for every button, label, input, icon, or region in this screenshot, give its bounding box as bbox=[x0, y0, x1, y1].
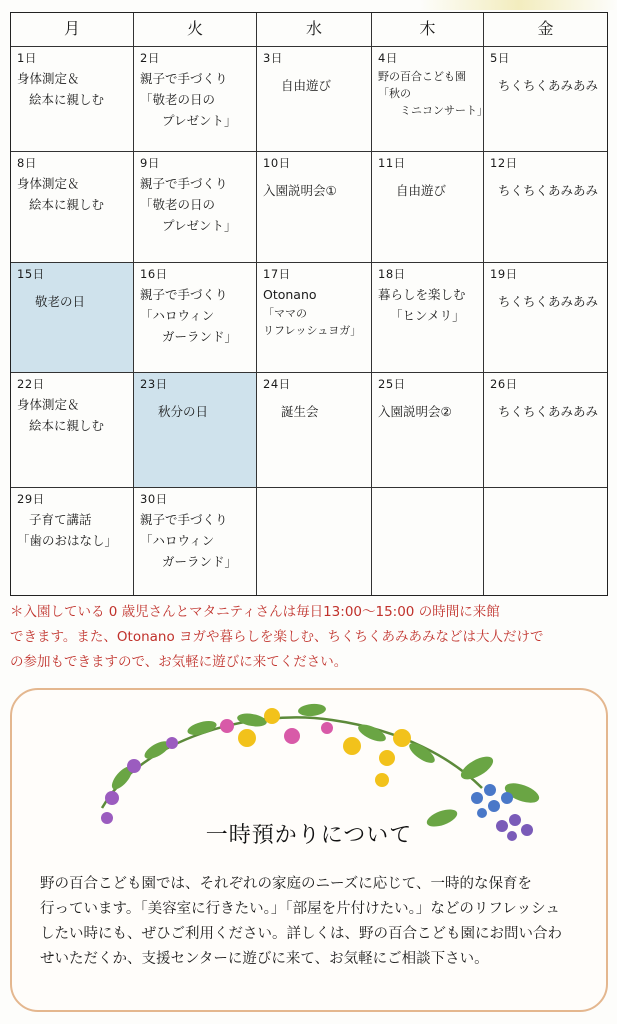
day-date: 29日 bbox=[17, 492, 45, 506]
day-cell bbox=[372, 263, 484, 373]
header-mon: 月 bbox=[11, 13, 134, 47]
day-cell bbox=[484, 263, 607, 373]
day-date: 8日 bbox=[17, 156, 37, 170]
day-cell bbox=[484, 373, 607, 488]
event-line: ちくちくあみあみ bbox=[498, 78, 599, 93]
day-cell bbox=[484, 47, 607, 152]
event-line: 「歯のおはなし」 bbox=[17, 533, 118, 548]
event-line: 「敬老の日の bbox=[140, 92, 216, 107]
event-line: リフレッシュヨガ」 bbox=[263, 324, 362, 337]
event-line: 自由遊び bbox=[396, 183, 447, 198]
event-line: 敬老の日 bbox=[35, 294, 86, 309]
day-cell-empty bbox=[372, 488, 484, 595]
day-date: 3日 bbox=[263, 51, 283, 65]
day-cell-holiday bbox=[11, 263, 134, 373]
event-line: プレゼント」 bbox=[162, 218, 237, 233]
event-line: 自由遊び bbox=[281, 78, 332, 93]
day-date: 16日 bbox=[140, 267, 168, 281]
day-date: 22日 bbox=[17, 377, 45, 391]
day-date: 25日 bbox=[378, 377, 406, 391]
event-line: 親子で手づくり bbox=[140, 287, 228, 302]
day-cell bbox=[11, 47, 134, 152]
day-date: 23日 bbox=[140, 377, 168, 391]
day-date: 11日 bbox=[378, 156, 406, 170]
box-title: 一時預かりについて bbox=[205, 823, 413, 848]
event-line: 身体測定＆ bbox=[17, 397, 80, 412]
day-cell bbox=[257, 47, 372, 152]
header-tue: 火 bbox=[134, 13, 257, 47]
day-cell bbox=[11, 373, 134, 488]
event-line: 子育て講話 bbox=[29, 512, 92, 527]
day-date: 24日 bbox=[263, 377, 291, 391]
notice-line: できます。また、Otonano ヨガや暮らしを楽しむ、ちくちくあみあみなどは大人だけで bbox=[10, 629, 544, 645]
event-line: プレゼント」 bbox=[162, 113, 237, 128]
day-cell-holiday bbox=[134, 373, 257, 488]
event-line: 身体測定＆ bbox=[17, 176, 80, 191]
day-cell-empty bbox=[257, 488, 372, 595]
header-thu: 木 bbox=[372, 13, 484, 47]
body-line: せいただくか、支援センターに遊びに来て、お気軽にご相談下さい。 bbox=[40, 951, 489, 967]
event-line: 絵本に親しむ bbox=[29, 197, 105, 212]
event-line: 「秋の bbox=[378, 87, 411, 100]
day-date: 9日 bbox=[140, 156, 160, 170]
event-line: 「ママの bbox=[263, 307, 307, 320]
day-date: 15日 bbox=[17, 267, 45, 281]
notice-line: ＊入園している 0 歳児さんとマタニティさんは毎日13:00〜15:00 の時間に来館 bbox=[10, 604, 500, 620]
event-line: ちくちくあみあみ bbox=[498, 404, 599, 419]
day-cell bbox=[372, 373, 484, 488]
day-cell bbox=[484, 152, 607, 263]
day-cell bbox=[257, 373, 372, 488]
day-cell bbox=[11, 488, 134, 595]
body-line: 行っています。「美容室に行きたい。」「部屋を片付けたい。」などのリフレッシュ bbox=[40, 901, 560, 917]
body-line: 野の百合こども園では、それぞれの家庭のニーズに応じて、一時的な保育を bbox=[40, 876, 532, 892]
event-line: 「ハロウィン bbox=[140, 308, 215, 323]
event-line: ミニコンサート」 bbox=[400, 104, 488, 117]
body-line: したい時にも、ぜひご利用ください。詳しくは、野の百合こども園にお問い合わ bbox=[40, 926, 562, 942]
day-cell bbox=[134, 152, 257, 263]
day-date: 5日 bbox=[490, 51, 510, 65]
day-date: 10日 bbox=[263, 156, 291, 170]
day-cell bbox=[134, 263, 257, 373]
event-line: 「ヒンメリ」 bbox=[390, 308, 465, 323]
top-decoration bbox=[420, 0, 617, 10]
header-fri: 金 bbox=[484, 13, 607, 47]
day-cell bbox=[372, 47, 488, 152]
day-cell bbox=[134, 47, 257, 152]
day-date: 12日 bbox=[490, 156, 518, 170]
event-line: 誕生会 bbox=[281, 404, 319, 419]
event-line: ちくちくあみあみ bbox=[498, 183, 599, 198]
event-line: 身体測定＆ bbox=[17, 71, 80, 86]
day-cell bbox=[134, 488, 257, 595]
box-body bbox=[40, 872, 600, 972]
day-cell bbox=[11, 152, 134, 263]
event-line: 秋分の日 bbox=[158, 404, 209, 419]
event-line: 絵本に親しむ bbox=[29, 92, 105, 107]
temporary-care-box bbox=[10, 688, 608, 1012]
event-line: 親子で手づくり bbox=[140, 71, 228, 86]
notice-line: の参加もできますので、お気軽に遊びに来てください。 bbox=[10, 654, 348, 670]
day-date: 2日 bbox=[140, 51, 160, 65]
day-date: 4日 bbox=[378, 51, 398, 65]
notice-text bbox=[10, 600, 617, 675]
day-date: 19日 bbox=[490, 267, 518, 281]
event-line: Otonano bbox=[263, 287, 317, 302]
day-cell bbox=[257, 152, 372, 263]
day-date: 30日 bbox=[140, 492, 168, 506]
event-line: 暮らしを楽しむ bbox=[378, 287, 466, 302]
event-line: 入園説明会② bbox=[378, 404, 452, 419]
event-line: ちくちくあみあみ bbox=[498, 294, 599, 309]
event-line: 親子で手づくり bbox=[140, 512, 228, 527]
day-cell-empty bbox=[484, 488, 607, 595]
event-line: 入園説明会① bbox=[263, 183, 337, 198]
event-line: 「ハロウィン bbox=[140, 533, 215, 548]
day-date: 26日 bbox=[490, 377, 518, 391]
event-line: 野の百合こども園 bbox=[378, 70, 466, 83]
day-date: 17日 bbox=[263, 267, 291, 281]
monthly-calendar bbox=[10, 12, 608, 596]
event-line: 絵本に親しむ bbox=[29, 418, 105, 433]
day-date: 18日 bbox=[378, 267, 406, 281]
header-wed: 水 bbox=[257, 13, 372, 47]
event-line: 「敬老の日の bbox=[140, 197, 216, 212]
event-line: 親子で手づくり bbox=[140, 176, 228, 191]
event-line: ガーランド」 bbox=[162, 329, 238, 344]
day-date: 1日 bbox=[17, 51, 37, 65]
day-cell bbox=[257, 263, 372, 373]
event-line: ガーランド」 bbox=[162, 554, 238, 569]
day-cell bbox=[372, 152, 484, 263]
